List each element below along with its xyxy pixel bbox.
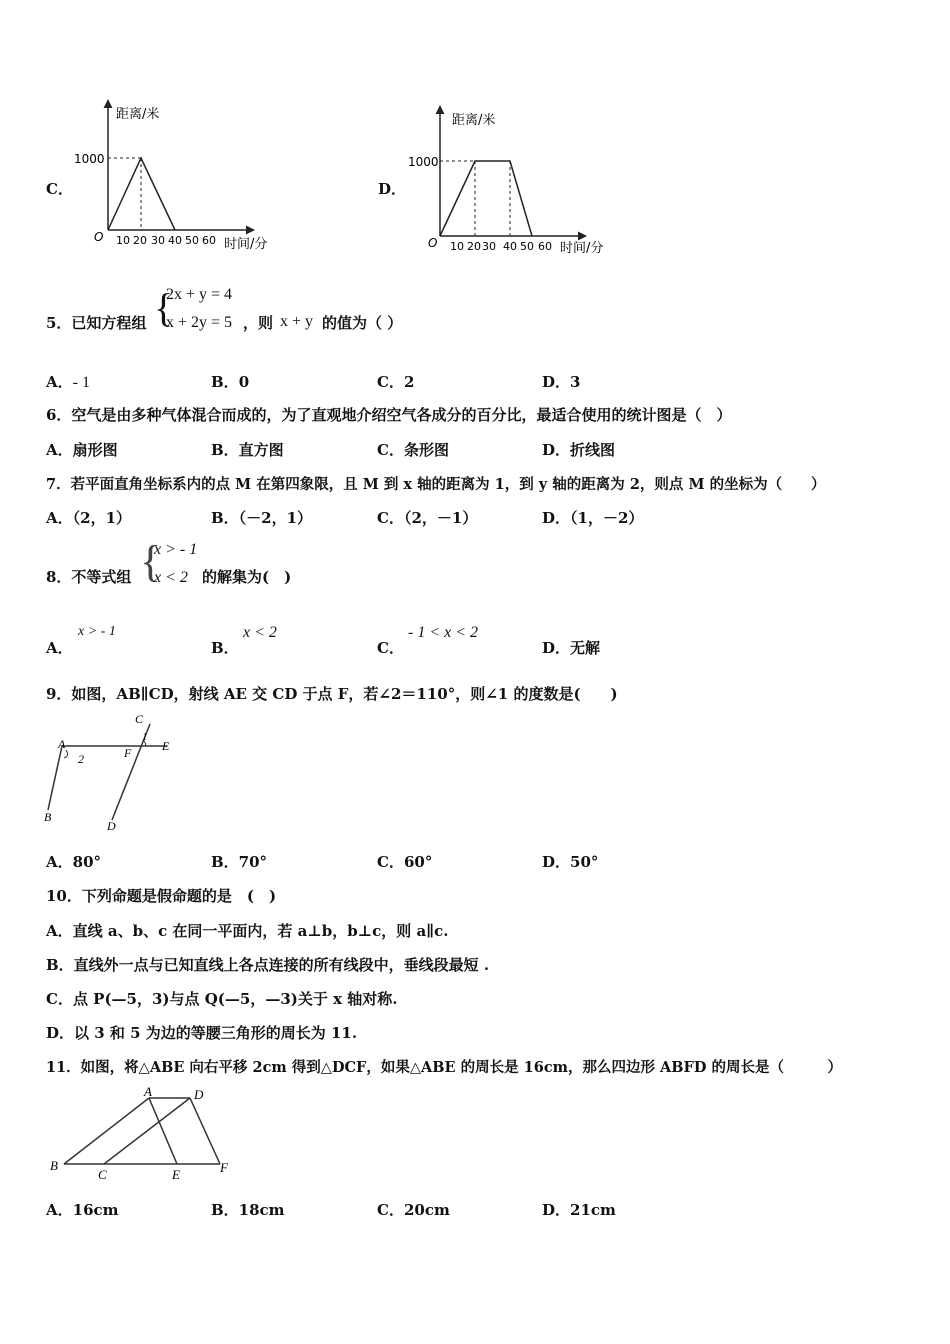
- label-angle1: 1: [142, 731, 148, 743]
- q10-option-d[interactable]: D．以 3 和 5 为边的等腰三角形的周长为 11.: [46, 1024, 358, 1042]
- label-d: D: [194, 1087, 204, 1102]
- q8-prefix: 8．不等式组: [46, 568, 132, 586]
- label-c: C: [98, 1167, 107, 1182]
- q6-option-c[interactable]: C．条形图: [377, 441, 449, 459]
- q11-option-d[interactable]: D．21cm: [542, 1201, 616, 1219]
- label-a: A: [58, 737, 66, 751]
- q5-prefix: 5．已知方程组: [46, 314, 147, 332]
- graph-c-ylabel: 距离/米: [116, 107, 160, 122]
- graph-d-line: [440, 161, 532, 236]
- option-label: A．: [46, 373, 73, 391]
- segment-ba: [64, 1098, 149, 1164]
- label-f: F: [220, 1160, 228, 1175]
- q4-option-d-label[interactable]: D．: [378, 180, 407, 198]
- q8-ineq1: x > - 1: [154, 541, 198, 558]
- line-ab: [48, 746, 62, 810]
- q8-option-c-value: - 1 < x < 2: [408, 624, 479, 641]
- segment-ae: [149, 1098, 177, 1164]
- label-b: B: [44, 810, 52, 824]
- label-e: E: [162, 739, 170, 753]
- q5-option-d[interactable]: [542, 371, 580, 392]
- graph-d-origin: O: [428, 236, 438, 250]
- q6-option-d[interactable]: D．折线图: [542, 441, 616, 459]
- label-e: E: [172, 1167, 180, 1182]
- q7-option-d[interactable]: D．（1，－2）: [542, 509, 644, 527]
- label-a: A: [144, 1084, 152, 1099]
- graph-d-ytick: 1000: [408, 155, 439, 169]
- q8-option-d[interactable]: [542, 637, 600, 658]
- q5-option-a[interactable]: [46, 371, 90, 392]
- q5-eq1: 2x + y = 4: [166, 286, 233, 303]
- q4-graph-c: [74, 98, 288, 258]
- q7-stem: 7．若平面直角坐标系内的点 M 在第四象限，且 M 到 x 轴的距离为 1，到 y 轴的距离为 2，则点 M 的坐标为（ ）: [46, 476, 826, 493]
- segment-cd: [104, 1098, 190, 1164]
- graph-c-xtick: 10: [116, 234, 130, 247]
- graph-d-xtick: 50: [520, 240, 534, 253]
- q5-eq2: x + 2y = 5: [166, 314, 233, 331]
- label-c: C: [135, 712, 144, 726]
- option-label: D．: [542, 373, 571, 391]
- q9-option-d[interactable]: D．50°: [542, 853, 599, 871]
- option-value: 0: [238, 373, 250, 391]
- graph-d-xtick: 10: [450, 240, 464, 253]
- q7-option-a[interactable]: A．（2，1）: [46, 509, 132, 527]
- q7-option-c[interactable]: C．（2，－1）: [377, 509, 478, 527]
- label-b: B: [50, 1158, 58, 1173]
- q11-figure: [44, 1084, 234, 1184]
- q11-stem: 11．如图，将△ABE 向右平移 2cm 得到△DCF，如果△ABE 的周长是 16cm，那么四边形 ABFD 的周长是（ ）: [46, 1059, 842, 1076]
- q8-option-b-label[interactable]: B．: [211, 639, 239, 657]
- q4-option-c-label[interactable]: C．: [46, 180, 73, 198]
- graph-d-xlabel: 时间/分: [560, 241, 604, 256]
- graph-c-ytick: 1000: [74, 152, 105, 166]
- label-f: F: [124, 746, 132, 760]
- option-label: B．: [211, 373, 239, 391]
- q11-option-c[interactable]: C．20cm: [377, 1201, 450, 1219]
- q6-stem: 6．空气是由多种气体混合而成的，为了直观地介绍空气各成分的百分比，最适合使用的统计图是（ ）: [46, 406, 732, 424]
- graph-c-origin: O: [94, 230, 104, 244]
- q10-option-b[interactable]: B．直线外一点与已知直线上各点连接的所有线段中，垂线段最短 .: [46, 956, 490, 974]
- q7-option-b[interactable]: B．（－2，1）: [211, 509, 313, 527]
- q5-expr: x + y: [280, 313, 314, 330]
- graph-c-xtick: 30: [151, 234, 165, 247]
- graph-c-xlabel: 时间/分: [224, 237, 268, 252]
- q10-option-a[interactable]: A．直线 a、b、c 在同一平面内，若 a⊥b，b⊥c，则 a∥c.: [46, 922, 449, 940]
- q6-option-b[interactable]: B．直方图: [211, 441, 284, 459]
- q5-brace: {: [154, 285, 174, 330]
- label-angle2: 2: [78, 752, 84, 766]
- option-value: - 1: [72, 374, 90, 391]
- q9-stem: 9．如图，AB∥CD，射线 AE 交 CD 于点 F，若∠2＝110°，则∠1 的度数是( ): [46, 685, 618, 703]
- graph-d-xtick: 20: [467, 240, 481, 253]
- q9-option-c[interactable]: C．60°: [377, 853, 433, 871]
- q8-ineq2: x < 2: [154, 569, 188, 586]
- q10-option-c[interactable]: C．点 P(—5，3)与点 Q(—5，—3)关于 x 轴对称.: [46, 990, 398, 1008]
- q8-option-b-value: x < 2: [243, 624, 277, 641]
- q5-option-b[interactable]: [211, 371, 249, 392]
- q8-brace: {: [140, 537, 162, 586]
- graph-d-xtick: 40: [503, 240, 517, 253]
- graph-d-xtick: 30: [482, 240, 496, 253]
- q9-option-b[interactable]: B．70°: [211, 853, 268, 871]
- graph-c-xtick: 50: [185, 234, 199, 247]
- q9-figure: [40, 710, 190, 838]
- q5-option-c[interactable]: [377, 371, 414, 392]
- q10-stem: 10．下列命题是假命题的是 ( ): [46, 887, 277, 905]
- label-d: D: [107, 819, 116, 833]
- option-label: C．: [377, 373, 404, 391]
- option-value: 无解: [570, 639, 601, 657]
- graph-c-xtick: 40: [168, 234, 182, 247]
- q6-option-a[interactable]: A．扇形图: [46, 441, 118, 459]
- option-value: 3: [570, 373, 581, 391]
- option-label: D．: [542, 639, 571, 657]
- q8-option-c-label[interactable]: C．: [377, 639, 404, 657]
- segment-df: [190, 1098, 220, 1164]
- q9-option-a[interactable]: A．80°: [46, 853, 102, 871]
- graph-c-xtick: 60: [202, 234, 216, 247]
- angle2-arc: [64, 750, 68, 758]
- graph-d-xtick: 60: [538, 240, 552, 253]
- graph-c-xtick: 20: [133, 234, 147, 247]
- q11-option-a[interactable]: A．16cm: [46, 1201, 119, 1219]
- q5-suffix: 的值为（ ）: [322, 314, 403, 332]
- q11-option-b[interactable]: B．18cm: [211, 1201, 285, 1219]
- option-value: 2: [403, 373, 415, 391]
- q5-mid: ，则: [243, 314, 274, 332]
- q4-graph-d: [408, 102, 620, 258]
- q8-option-a-label[interactable]: A．: [46, 639, 73, 657]
- q8-option-a-value: x > - 1: [78, 624, 116, 639]
- graph-d-ylabel: 距离/米: [452, 113, 496, 128]
- q8-suffix: 的解集为( ): [202, 568, 292, 586]
